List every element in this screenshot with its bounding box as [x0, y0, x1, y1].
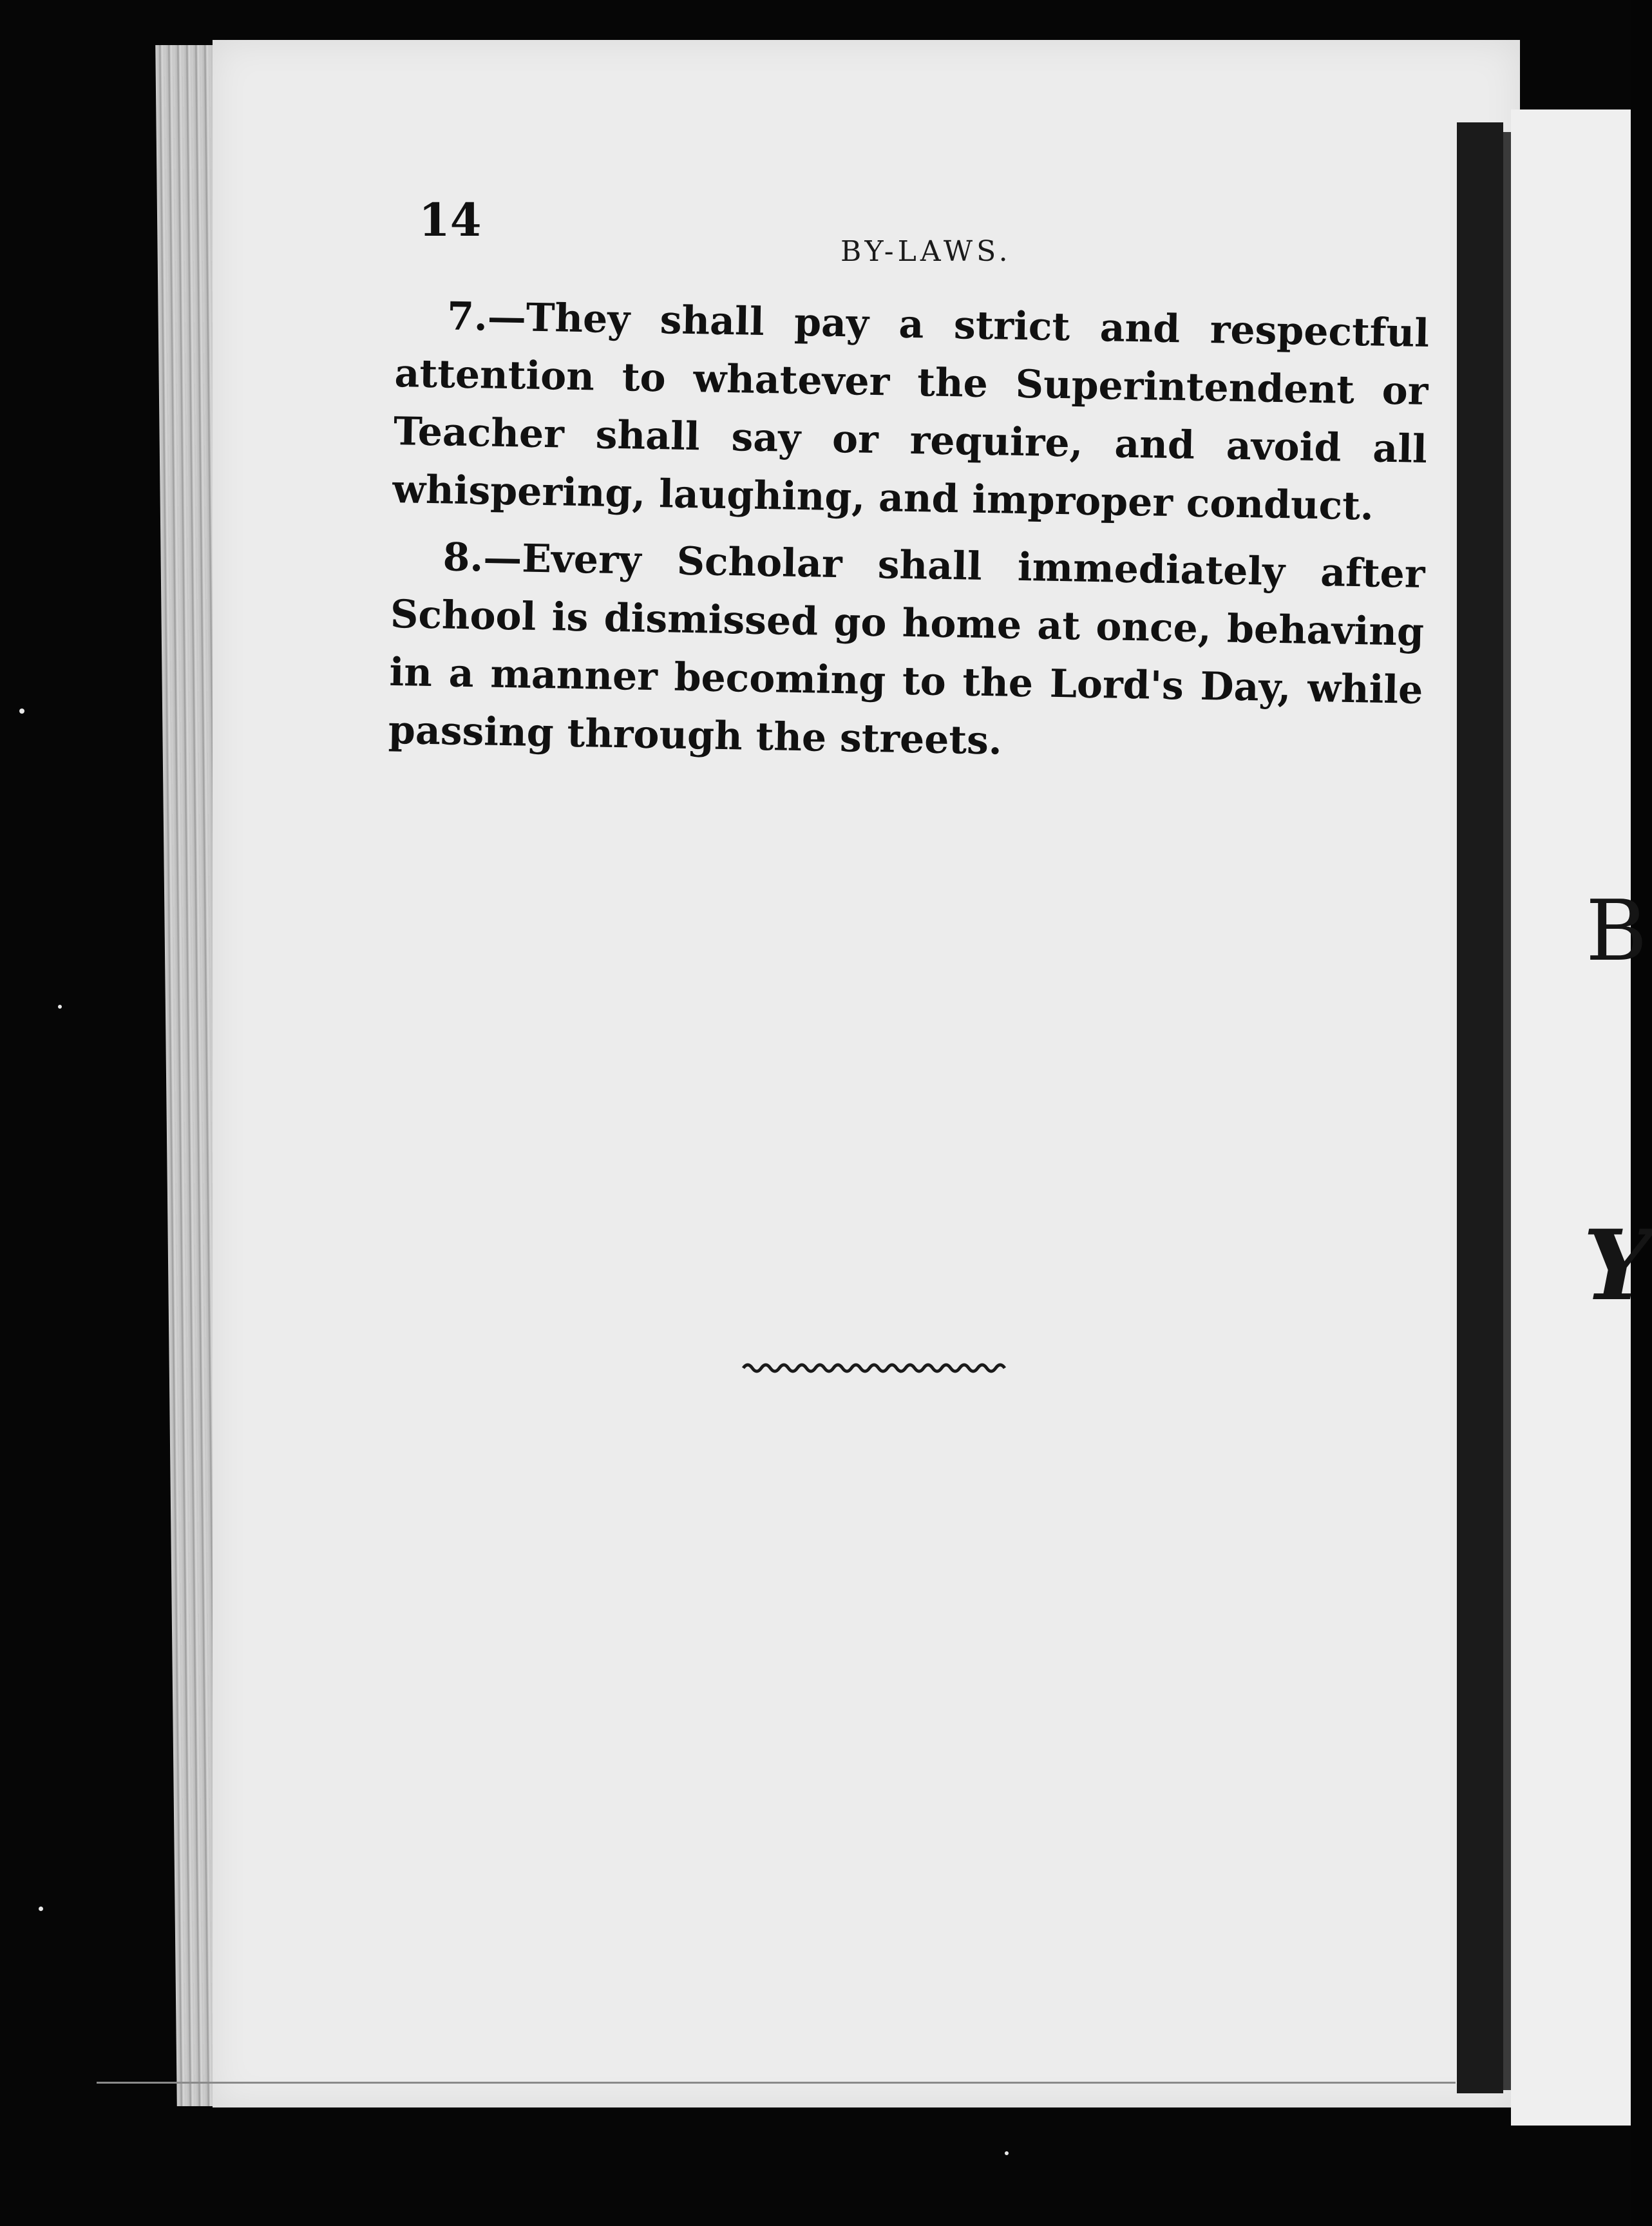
wavy-rule-ornament	[742, 1360, 1012, 1375]
by-law-paragraph-8: 8.—Every Scholar shall immediately after School is dismissed go home at once, behaving in a manner becoming to the Lord's Day, while passing through the streets.	[388, 535, 1426, 764]
page-bottom-edge	[97, 2082, 1456, 2084]
dust-speck	[19, 709, 24, 714]
facing-page-letter-y: Y	[1583, 1209, 1652, 1322]
by-law-paragraph-7: 7.—They shall pay a strict and respectful attention to whatever the Superintendent or Teacher shall say or require, and avoid all whispering, laughing, and improper conduct.	[392, 294, 1430, 529]
dust-speck	[1005, 2151, 1009, 2155]
dust-speck	[39, 1907, 43, 1911]
dust-speck	[58, 1005, 62, 1009]
page-body	[388, 287, 1430, 786]
facing-page	[1511, 109, 1631, 2126]
facing-page-letter-b: B	[1586, 882, 1647, 980]
gutter-edge	[1503, 132, 1511, 2090]
book-gutter	[1457, 122, 1503, 2093]
running-head: BY-LAWS.	[840, 235, 1012, 268]
page-number: 14	[419, 193, 482, 247]
